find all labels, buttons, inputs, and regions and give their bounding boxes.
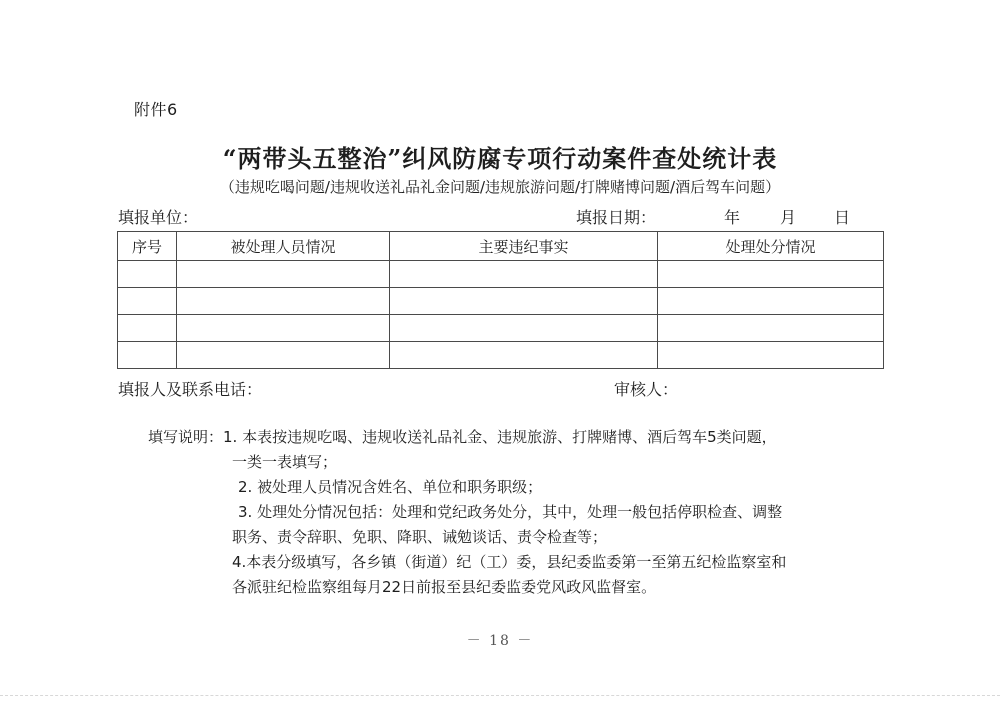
table-cell[interactable] (390, 261, 658, 288)
table-cell[interactable] (177, 315, 390, 342)
table-row (118, 261, 884, 288)
instruction-line: 职务、责令辞职、免职、降职、诫勉谈话、责令检查等； (232, 528, 608, 546)
table-cell[interactable] (390, 342, 658, 369)
header-serial-number: 序号 (118, 232, 177, 261)
table-cell[interactable] (658, 315, 884, 342)
table-cell[interactable] (658, 342, 884, 369)
reviewer-label: 审核人： (614, 380, 679, 399)
filling-instructions (148, 425, 898, 600)
table-cell[interactable] (658, 288, 884, 315)
reporting-unit-label: 填报单位： (118, 208, 199, 227)
reporting-date-fields (724, 205, 850, 228)
filler-contact-label: 填报人及联系电话： (118, 380, 263, 399)
table-row (118, 288, 884, 315)
header-person-info: 被处理人员情况 (177, 232, 390, 261)
table-cell[interactable] (177, 342, 390, 369)
table-header-row (118, 232, 884, 261)
instructions-lead: 填写说明： (148, 428, 224, 446)
document-title: “两带头五整治”纠风防腐专项行动案件查处统计表 (222, 144, 778, 173)
attachment-label: 附件6 (134, 100, 178, 119)
table-cell[interactable] (390, 288, 658, 315)
page-edge-divider (0, 695, 1000, 696)
instruction-line: 1. 本表按违规吃喝、违规收送礼品礼金、违规旅游、打牌赌博、酒后驾车5类问题， (223, 428, 777, 446)
case-statistics-table (117, 231, 884, 369)
table-row (118, 342, 884, 369)
table-cell[interactable] (390, 315, 658, 342)
table-cell[interactable] (177, 288, 390, 315)
table-cell[interactable] (658, 261, 884, 288)
header-penalty-info: 处理处分情况 (658, 232, 884, 261)
instruction-line: 各派驻纪检监察组每月22日前报至县纪委监委党风政风监督室。 (232, 578, 657, 596)
reporting-date-label: 填报日期： (576, 208, 657, 227)
day-label: 日 (834, 208, 851, 227)
table-cell[interactable] (118, 315, 177, 342)
table-row (118, 315, 884, 342)
table-cell[interactable] (177, 261, 390, 288)
instruction-line: 4.本表分级填写，各乡镇（街道）纪（工）委，县纪委监委第一至第五纪检监察室和 (232, 553, 787, 571)
table-cell[interactable] (118, 261, 177, 288)
document-subtitle: （违规吃喝问题/违规收送礼品礼金问题/违规旅游问题/打牌赌博问题/酒后驾车问题） (219, 178, 781, 196)
year-label: 年 (724, 208, 741, 227)
instruction-line: 一类一表填写； (232, 453, 338, 471)
table-cell[interactable] (118, 288, 177, 315)
month-label: 月 (780, 208, 797, 227)
instruction-line: 2. 被处理人员情况含姓名、单位和职务职级； (238, 478, 543, 496)
table-cell[interactable] (118, 342, 177, 369)
page-number: － 18 － (466, 633, 534, 649)
instruction-line: 3. 处理处分情况包括：处理和党纪政务处分，其中，处理一般包括停职检查、调整 (238, 503, 783, 521)
header-main-violations: 主要违纪事实 (390, 232, 658, 261)
